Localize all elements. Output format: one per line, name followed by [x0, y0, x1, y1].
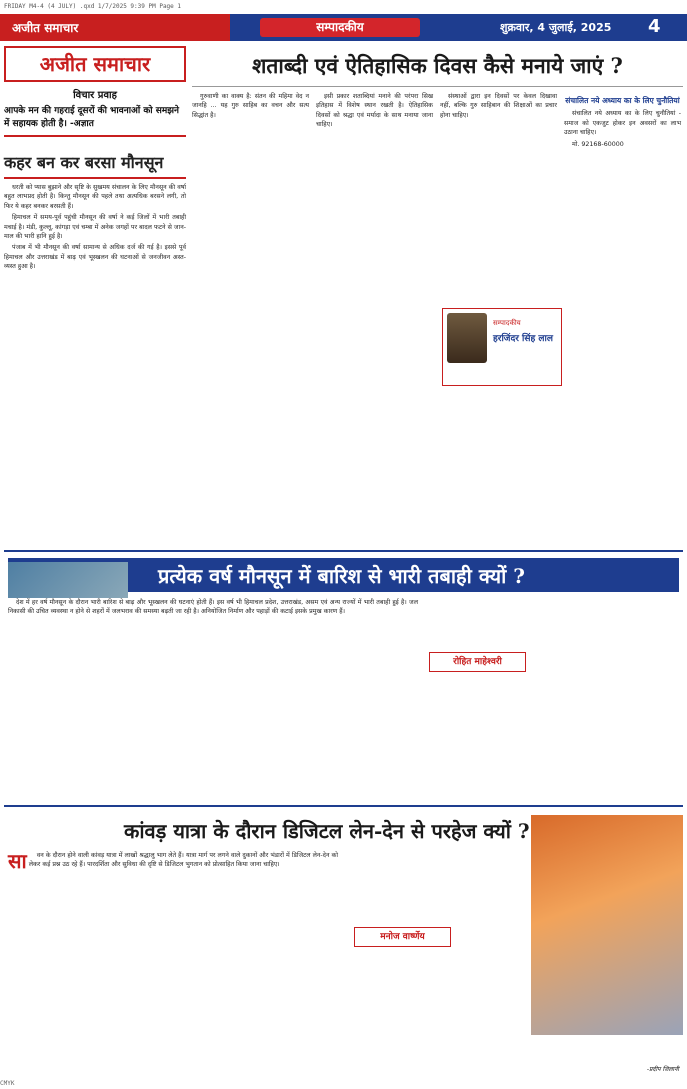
- drop-cap: सा: [8, 849, 27, 873]
- header-date: शुक्रवार, 4 जुलाई, 2025: [500, 21, 612, 34]
- lead-paragraph: संस्थाओं द्वारा इन दिवसों पर केवल दिखावा नहीं, बल्कि गुरु साहिबान की शिक्षाओं का प्रचार होना चाहिए।: [440, 93, 557, 119]
- section-label: सम्पादकीय: [260, 18, 420, 37]
- story-headline: प्रत्येक वर्ष मौनसून में बारिश से भारी तबाही क्यों ?: [158, 564, 525, 588]
- byline-tag: सम्पादकीय: [493, 319, 521, 327]
- divider: [4, 135, 186, 137]
- lead-article: [192, 46, 683, 546]
- story-credit: -प्रदीप जिलानी: [646, 1066, 679, 1073]
- page-slug: FRIDAY M4-4 (4 JULY) .qxd 1/7/2025 9:39 PM Page 1: [4, 3, 182, 10]
- vichar-label: विचार प्रवाह: [73, 90, 117, 101]
- divider: [4, 177, 186, 179]
- lead-column: [564, 92, 681, 151]
- header-brand: अजीत समाचार: [12, 21, 79, 35]
- kanwar-image: [531, 815, 683, 1035]
- story-paragraph: देश में हर वर्ष मौनसून के दौरान भारी बारिश से बाढ़ और भूस्खलन की घटनाएं होती हैं। इस वर्ष भी हिमाचल प्रदेश, उत्तराखंड, असम एवं अन्य राज्यों में भारी तबाही हुई है। जल निकासी की उचित व्यवस्था न होने से शहरों में जलभराव की समस्या बढ़ती जा रही है। अनियोजित निर्माण और पहाड़ों की कटाई इसके प्रमुख कारण हैं।: [8, 599, 418, 616]
- page-footer: CMYK: [0, 1080, 15, 1087]
- byline-name: हरजिंदर सिंह लाल: [493, 334, 553, 344]
- kanwar-story: [4, 805, 683, 1077]
- lead-subhead: संचालित नये अध्याय का के लिए चुनौतियां: [565, 96, 680, 105]
- editorial-paragraph: पंजाब में भी मौनसून की वर्षा सामान्य से अधिक दर्ज की गई है। इससे पूर्व हिमाचल और उत्तराखंड में बाढ़ एवं भूस्खलन की घटनाओं से जनजीवन अस्त-व्यस्त हुआ है।: [4, 244, 186, 271]
- quote-text: आपके मन की गहराई दूसरों की भावनाओं को समझने में सहायक होती है। -अज्ञात: [4, 106, 179, 129]
- editorial-headline: कहर बन कर बरसा मौनसून: [4, 153, 164, 172]
- lead-headline: शताब्दी एवं ऐतिहासिक दिवस कैसे मनाये जाएं ?: [192, 46, 683, 87]
- editorial-column: [4, 46, 186, 541]
- author-phone: मो. 92168-60000: [572, 140, 624, 148]
- story-body: [8, 851, 338, 872]
- page-header-bar: [0, 14, 687, 41]
- monsoon-story: [4, 550, 683, 802]
- page-number: 4: [648, 16, 661, 37]
- masthead-title: अजीत समाचार: [4, 46, 186, 82]
- lead-paragraph: इसी प्रकार शताब्दियां मनाने की परंपरा सिख इतिहास में विशेष स्थान रखती है। ऐतिहासिक दिवसों को श्रद्धा एवं मर्यादा के साथ मनाया जाना चाहिए।: [316, 93, 433, 129]
- editorial-paragraph: धरती को प्यास बुझाने और सृष्टि के सुखमय संचालन के लिए मौनसून की वर्षा बहुत लाभप्रद होती है। किन्तु मौनसून की पहले तथा अत्यधिक बरसने लगी, तो फिर ये कहर बनकर बरसती हैं।: [4, 184, 186, 210]
- flood-image: [8, 562, 128, 598]
- story-body: [8, 598, 418, 619]
- story-headline: कांवड़ यात्रा के दौरान डिजिटल लेन-देन से परहेज क्यों ?: [124, 819, 530, 843]
- story-author: मनोज वार्ष्णेय: [354, 927, 451, 947]
- editorial-body: [4, 183, 186, 272]
- lead-paragraph: संचालित नये अध्याय का के लिए चुनौतियां - समाज को एकजुट होकर इन अवसरों का लाभ उठाना चाहिए।: [564, 110, 681, 137]
- byline-box: [442, 308, 562, 386]
- story-author: रोहित माहेश्वरी: [429, 652, 526, 672]
- lead-paragraph: गुरुवाणी का वाक्य है: संतन की महिमा वेद न जानहि ... यह गुरु साहिब का वचन और सत्य सिद्धांत है।: [192, 93, 309, 119]
- editorial-paragraph: हिमाचल में समय-पूर्व पहुंची मौनसून की वर्षा ने कई जिलों में भारी तबाही मचाई है। मंडी, कुल्लू, कांगड़ा एवं चम्बा में अनेक जगहों पर बादल फटने से जान-माल की भारी हानि हुई है।: [4, 214, 186, 241]
- lead-column: [192, 92, 309, 122]
- lead-column: [316, 92, 433, 132]
- story-banner: [8, 558, 679, 592]
- author-photo: [447, 313, 487, 363]
- story-paragraph: वन के दौरान होने वाली कांवड़ यात्रा में लाखों श्रद्धालु भाग लेते हैं। यात्रा मार्ग पर लगने वाले दुकानों और भंडारों में डिजिटल लेन-देन को लेकर कई प्रश्न उठ रहे हैं। पारदर्शिता और सुविधा की दृष्टि से डिजिटल भुगतान को प्रोत्साहित किया जाना चाहिए।: [28, 852, 338, 869]
- lead-column: [440, 92, 557, 122]
